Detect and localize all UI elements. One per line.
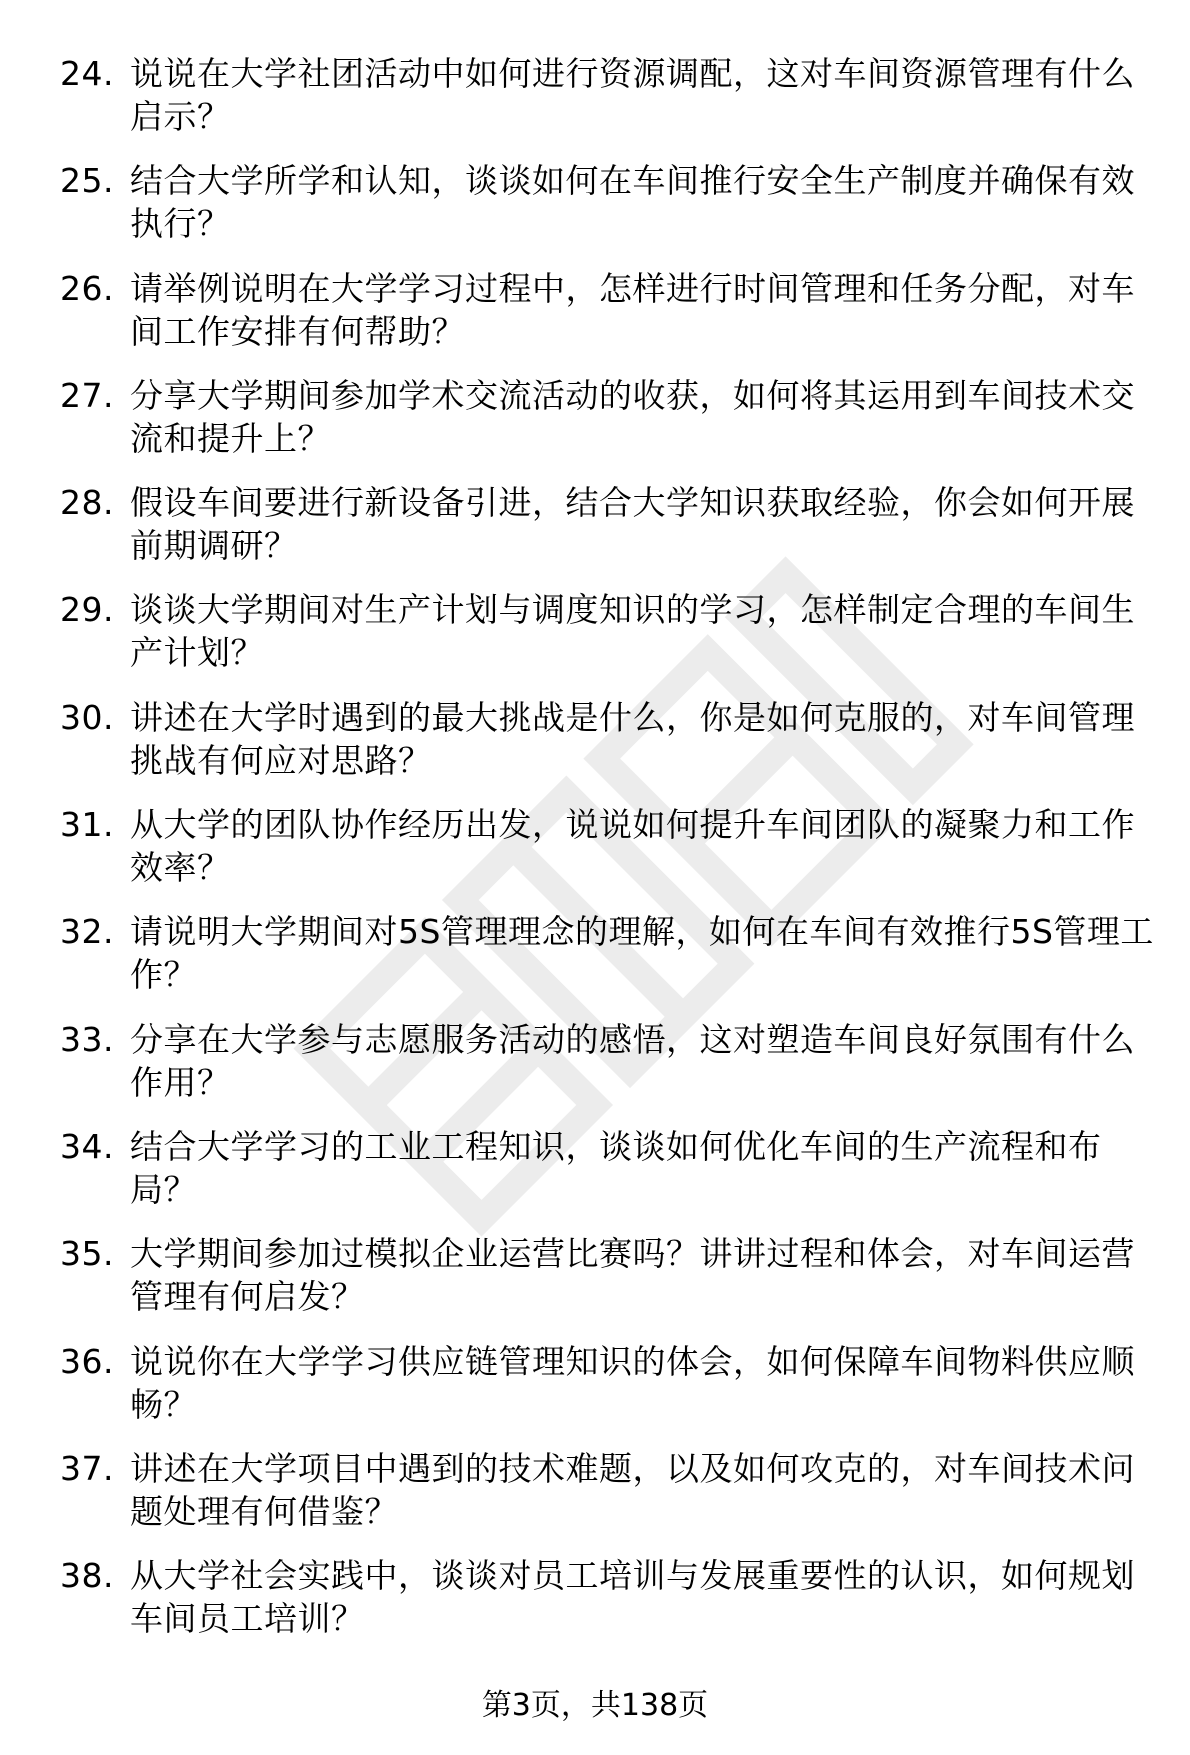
question-item: [60, 1125, 1160, 1211]
question-number: 30.: [60, 697, 114, 737]
question-number: 25.: [60, 161, 114, 201]
question-text: 大学期间参加过模拟企业运营比赛吗？讲讲过程和体会，对车间运营管理有何启发？: [130, 1234, 1135, 1317]
question-text: 分享大学期间参加学术交流活动的收获，如何将其运用到车间技术交流和提升上？: [130, 375, 1135, 458]
question-number: 29.: [60, 590, 114, 630]
question-text: 结合大学所学和认知，谈谈如何在车间推行安全生产制度并确保有效执行？: [130, 161, 1135, 244]
question-text: 说说在大学社团活动中如何进行资源调配，这对车间资源管理有什么启示？: [130, 54, 1135, 136]
question-item: [60, 374, 1160, 460]
question-number: 34.: [60, 1126, 114, 1166]
question-item: [60, 910, 1160, 996]
question-text: 说说你在大学学习供应链管理知识的体会，如何保障车间物料供应顺畅？: [130, 1341, 1135, 1424]
question-number: 26.: [60, 268, 114, 308]
question-item: [60, 1340, 1160, 1426]
question-number: 28.: [60, 483, 114, 523]
question-item: [60, 696, 1160, 782]
question-text: 讲述在大学时遇到的最大挑战是什么，你是如何克服的，对车间管理挑战有何应对思路？: [130, 697, 1135, 780]
question-number: 38.: [60, 1556, 114, 1596]
question-item: [60, 588, 1160, 674]
question-number: 37.: [60, 1448, 114, 1488]
question-number: 24.: [60, 54, 114, 93]
question-text: 从大学的团队协作经历出发，说说如何提升车间团队的凝聚力和工作效率？: [130, 805, 1135, 888]
question-number: 35.: [60, 1234, 114, 1274]
question-item: [60, 803, 1160, 889]
question-text: 结合大学学习的工业工程知识，谈谈如何优化车间的生产流程和布局？: [130, 1126, 1102, 1209]
page-number-footer: 第3页，共138页: [481, 1688, 709, 1723]
question-item: [60, 1018, 1160, 1104]
question-number: 32.: [60, 912, 114, 952]
question-text: 请说明大学期间对5S管理理念的理解，如何在车间有效推行5S管理工作？: [130, 912, 1154, 995]
question-text: 从大学社会实践中，谈谈对员工培训与发展重要性的认识，如何规划车间员工培训？: [130, 1556, 1135, 1639]
question-item: [60, 52, 1160, 138]
question-item: [60, 159, 1160, 245]
question-item: [60, 481, 1160, 567]
question-number: 33.: [60, 1019, 114, 1059]
question-item: [60, 1447, 1160, 1533]
question-text: 谈谈大学期间对生产计划与调度知识的学习，怎样制定合理的车间生产计划？: [130, 590, 1135, 673]
question-text: 请举例说明在大学学习过程中，怎样进行时间管理和任务分配，对车间工作安排有何帮助？: [130, 268, 1135, 351]
question-item: [60, 1232, 1160, 1318]
question-item: [60, 1554, 1160, 1640]
question-list: [60, 52, 1160, 1661]
question-item: [60, 267, 1160, 353]
question-text: 分享在大学参与志愿服务活动的感悟，这对塑造车间良好氛围有什么作用？: [130, 1019, 1135, 1102]
question-text: 讲述在大学项目中遇到的技术难题，以及如何攻克的，对车间技术问题处理有何借鉴？: [130, 1448, 1135, 1531]
question-text: 假设车间要进行新设备引进，结合大学知识获取经验，你会如何开展前期调研？: [130, 483, 1135, 566]
question-number: 27.: [60, 375, 114, 415]
question-number: 31.: [60, 805, 114, 845]
question-number: 36.: [60, 1341, 114, 1381]
